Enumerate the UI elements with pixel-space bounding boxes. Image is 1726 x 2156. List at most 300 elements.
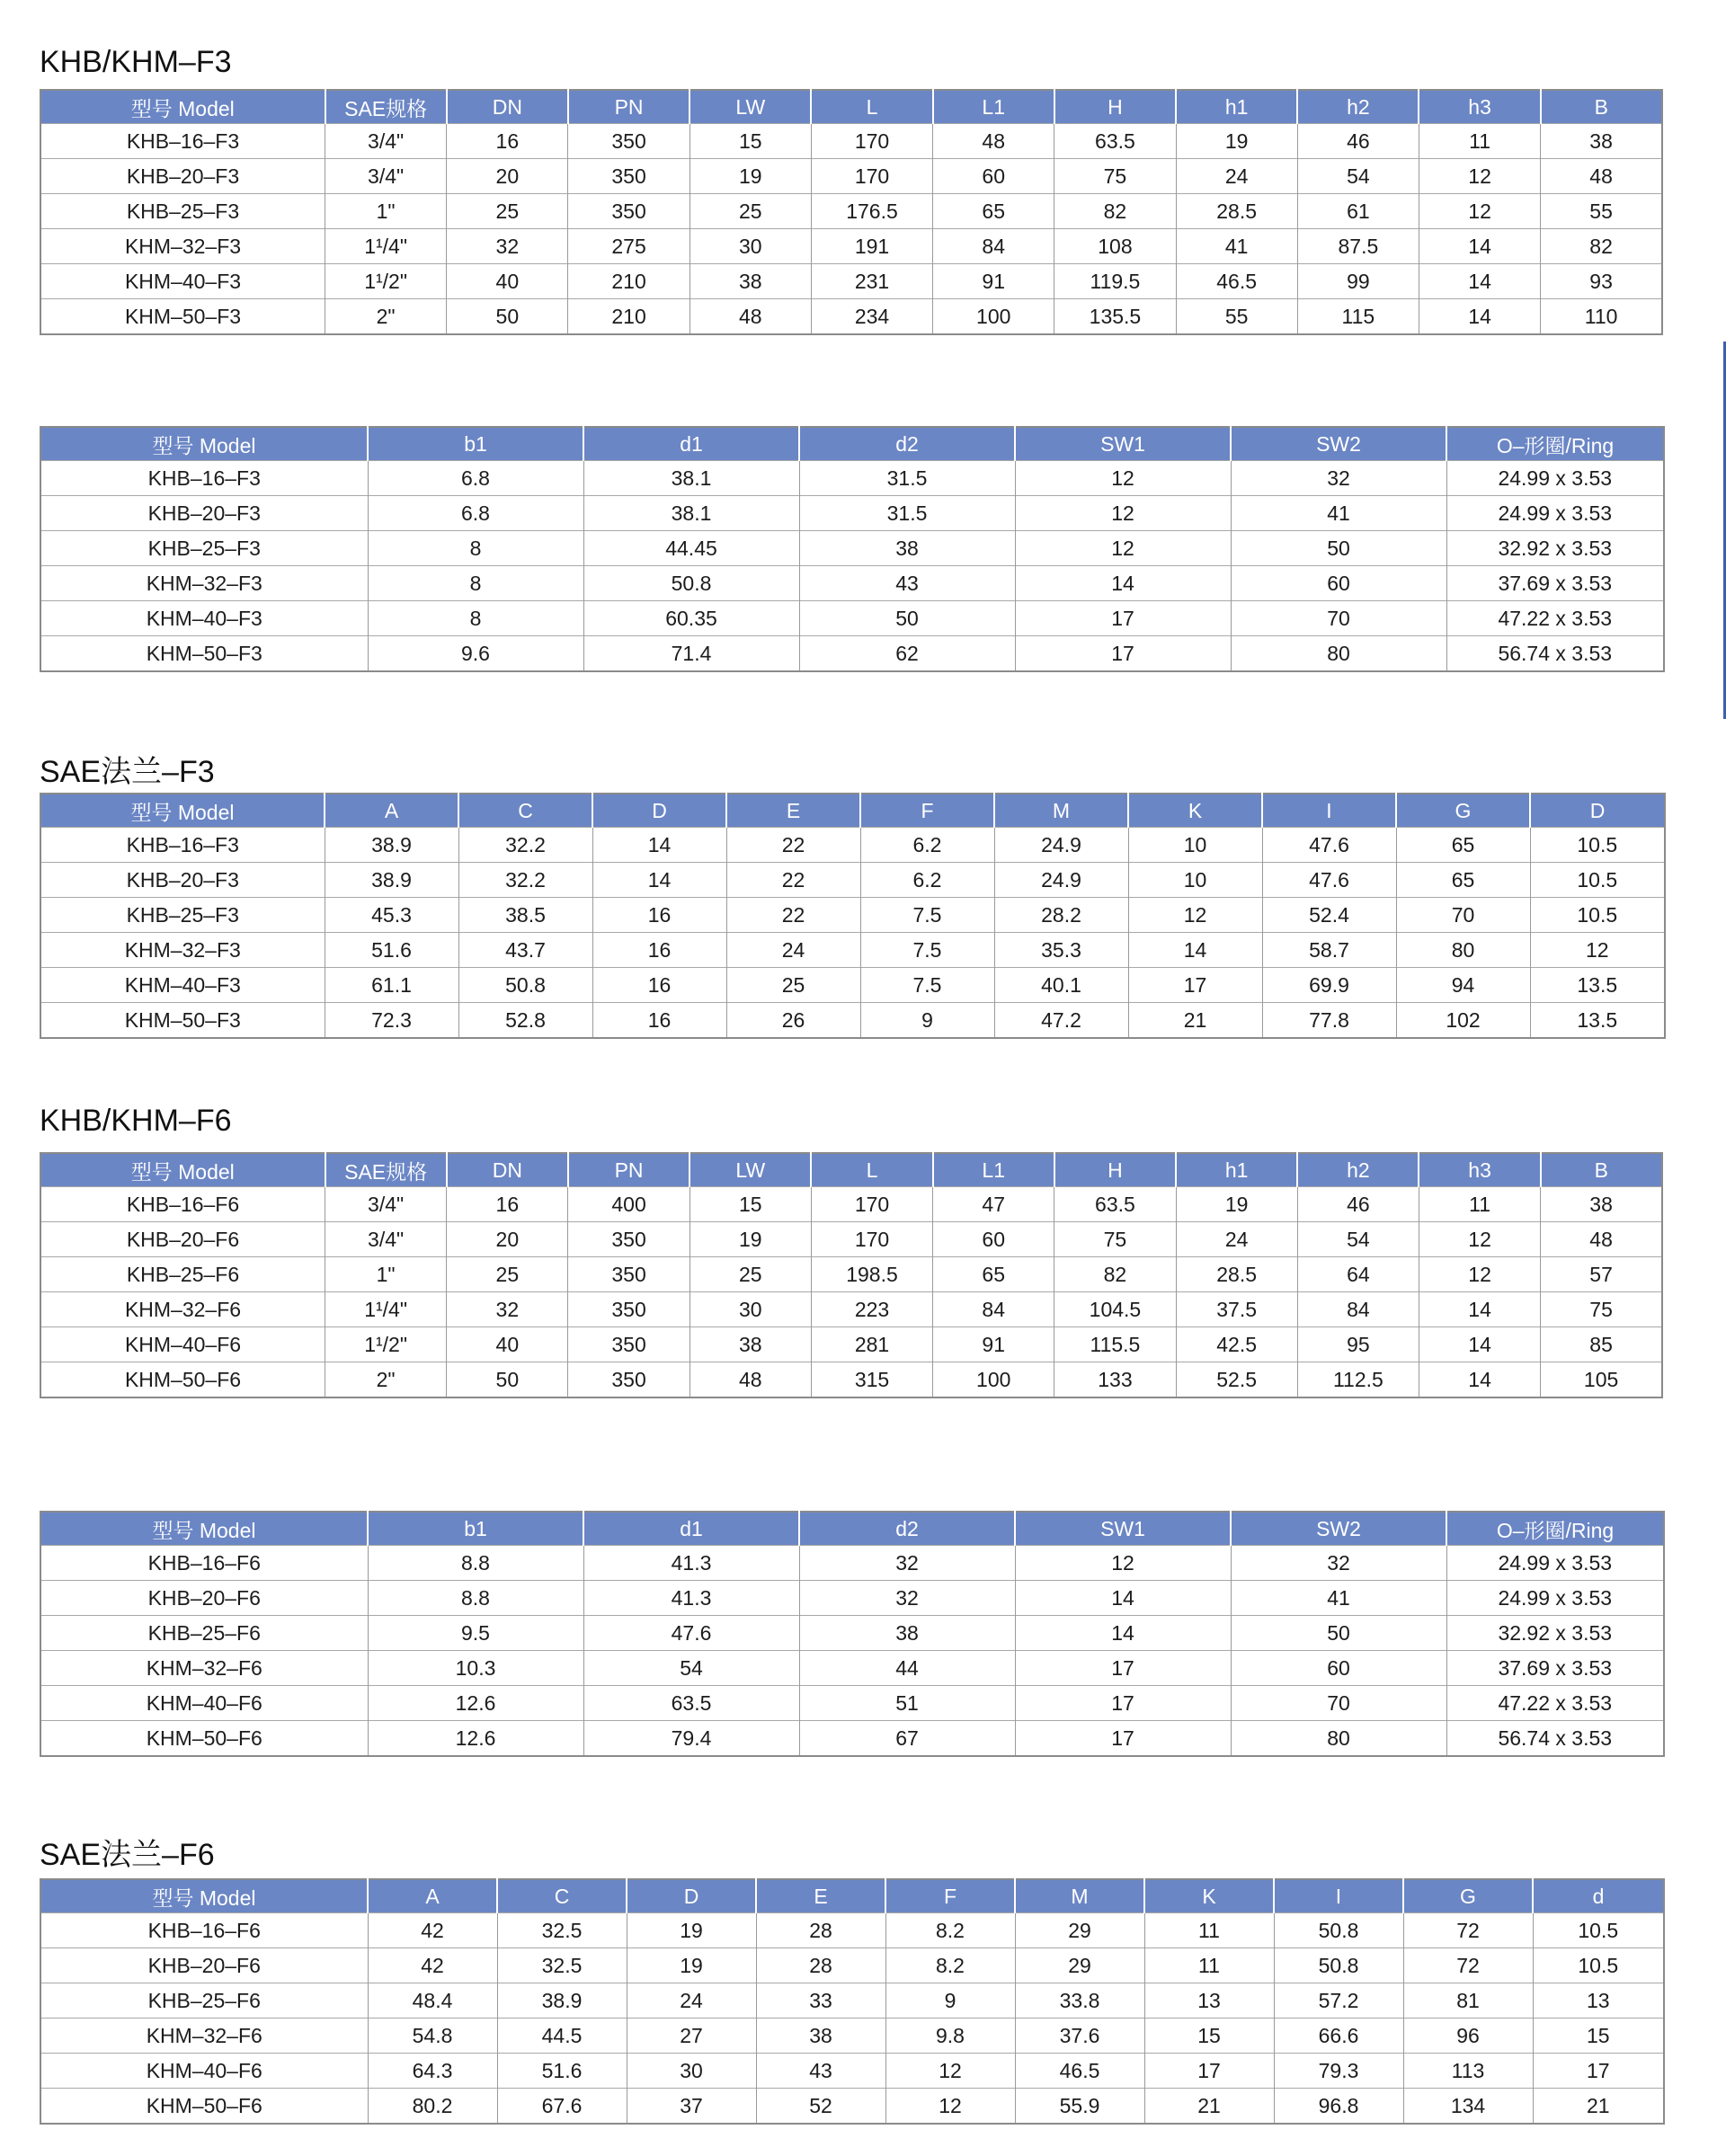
value-cell: 12 bbox=[885, 2089, 1015, 2125]
value-cell: 25 bbox=[447, 194, 568, 229]
value-cell: 32.5 bbox=[497, 1913, 627, 1948]
value-cell: 38.1 bbox=[583, 461, 799, 496]
column-header: C bbox=[497, 1879, 627, 1913]
model-cell: KHM–50–F3 bbox=[40, 1003, 325, 1039]
table-row bbox=[40, 1222, 1662, 1257]
column-header: D bbox=[592, 794, 726, 828]
value-cell: 17 bbox=[1015, 1686, 1231, 1721]
column-header: b1 bbox=[368, 1512, 583, 1546]
value-cell: 38 bbox=[1541, 1187, 1662, 1222]
value-cell: 10.5 bbox=[1533, 1948, 1664, 1983]
value-cell: 350 bbox=[568, 1222, 690, 1257]
table-row bbox=[40, 1003, 1665, 1039]
value-cell: 1¹/2" bbox=[325, 1327, 447, 1362]
model-cell: KHB–25–F6 bbox=[40, 1257, 325, 1292]
column-header: SW2 bbox=[1231, 1512, 1446, 1546]
value-cell: 50 bbox=[799, 601, 1015, 636]
model-cell: KHB–16–F3 bbox=[40, 124, 325, 159]
section-title-khb-khm-f3: KHB/KHM–F3 bbox=[40, 45, 232, 79]
value-cell: 191 bbox=[811, 229, 932, 264]
value-cell: 47 bbox=[933, 1187, 1054, 1222]
value-cell: 104.5 bbox=[1054, 1292, 1176, 1327]
value-cell: 95 bbox=[1297, 1327, 1419, 1362]
value-cell: 51.6 bbox=[497, 2054, 627, 2089]
value-cell: 24.99 x 3.53 bbox=[1446, 496, 1664, 531]
table-row bbox=[40, 968, 1665, 1003]
value-cell: 60 bbox=[933, 1222, 1054, 1257]
value-cell: 33 bbox=[756, 1983, 885, 2018]
table-row bbox=[40, 566, 1664, 601]
value-cell: 8.8 bbox=[368, 1546, 583, 1581]
table-row bbox=[40, 933, 1665, 968]
value-cell: 17 bbox=[1128, 968, 1262, 1003]
table-row bbox=[40, 461, 1664, 496]
value-cell: 52.4 bbox=[1262, 898, 1396, 933]
model-cell: KHB–20–F3 bbox=[40, 496, 368, 531]
model-cell: KHM–50–F6 bbox=[40, 1362, 325, 1398]
value-cell: 100 bbox=[933, 299, 1054, 335]
column-header: K bbox=[1144, 1879, 1274, 1913]
value-cell: 176.5 bbox=[811, 194, 932, 229]
value-cell: 63.5 bbox=[583, 1686, 799, 1721]
value-cell: 8 bbox=[368, 531, 583, 566]
value-cell: 350 bbox=[568, 1292, 690, 1327]
column-header: SAE规格 bbox=[325, 1153, 447, 1187]
column-header: H bbox=[1054, 1153, 1176, 1187]
value-cell: 82 bbox=[1541, 229, 1662, 264]
model-cell: KHM–50–F3 bbox=[40, 636, 368, 672]
table-row bbox=[40, 1616, 1664, 1651]
value-cell: 6.2 bbox=[860, 863, 994, 898]
model-cell: KHB–20–F3 bbox=[40, 863, 325, 898]
value-cell: 135.5 bbox=[1054, 299, 1176, 335]
table-row bbox=[40, 1686, 1664, 1721]
value-cell: 93 bbox=[1541, 264, 1662, 299]
column-header: K bbox=[1128, 794, 1262, 828]
column-header: I bbox=[1262, 794, 1396, 828]
value-cell: 45.3 bbox=[325, 898, 458, 933]
value-cell: 133 bbox=[1054, 1362, 1176, 1398]
table-row bbox=[40, 2018, 1664, 2054]
table-row bbox=[40, 898, 1665, 933]
column-header: LW bbox=[690, 90, 811, 124]
value-cell: 47.22 x 3.53 bbox=[1446, 601, 1664, 636]
column-header: E bbox=[756, 1879, 885, 1913]
model-cell: KHB–16–F6 bbox=[40, 1546, 368, 1581]
value-cell: 13 bbox=[1533, 1983, 1664, 2018]
value-cell: 223 bbox=[811, 1292, 932, 1327]
value-cell: 38.1 bbox=[583, 496, 799, 531]
value-cell: 77.8 bbox=[1262, 1003, 1396, 1039]
value-cell: 16 bbox=[592, 968, 726, 1003]
value-cell: 119.5 bbox=[1054, 264, 1176, 299]
value-cell: 20 bbox=[447, 1222, 568, 1257]
value-cell: 54 bbox=[583, 1651, 799, 1686]
value-cell: 9.5 bbox=[368, 1616, 583, 1651]
value-cell: 8.8 bbox=[368, 1581, 583, 1616]
model-cell: KHM–50–F3 bbox=[40, 299, 325, 335]
value-cell: 32 bbox=[799, 1546, 1015, 1581]
value-cell: 19 bbox=[690, 1222, 811, 1257]
table-khb-khm-f6-seal-dimensions bbox=[40, 1511, 1665, 1757]
value-cell: 66.6 bbox=[1274, 2018, 1403, 2054]
value-cell: 12 bbox=[1419, 1257, 1540, 1292]
value-cell: 60.35 bbox=[583, 601, 799, 636]
column-header: B bbox=[1541, 1153, 1662, 1187]
value-cell: 48 bbox=[1541, 159, 1662, 194]
value-cell: 10 bbox=[1128, 863, 1262, 898]
value-cell: 48 bbox=[1541, 1222, 1662, 1257]
value-cell: 60 bbox=[933, 159, 1054, 194]
model-cell: KHM–50–F6 bbox=[40, 1721, 368, 1757]
value-cell: 30 bbox=[690, 1292, 811, 1327]
value-cell: 2" bbox=[325, 1362, 447, 1398]
model-cell: KHM–40–F6 bbox=[40, 2054, 368, 2089]
value-cell: 6.8 bbox=[368, 496, 583, 531]
value-cell: 28 bbox=[756, 1913, 885, 1948]
value-cell: 41 bbox=[1176, 229, 1297, 264]
table-khb-khm-f3-seal-dimensions bbox=[40, 426, 1665, 672]
value-cell: 63.5 bbox=[1054, 1187, 1176, 1222]
column-header: E bbox=[726, 794, 860, 828]
value-cell: 24.99 x 3.53 bbox=[1446, 1581, 1664, 1616]
value-cell: 102 bbox=[1396, 1003, 1530, 1039]
value-cell: 1¹/4" bbox=[325, 229, 447, 264]
value-cell: 275 bbox=[568, 229, 690, 264]
value-cell: 198.5 bbox=[811, 1257, 932, 1292]
value-cell: 62 bbox=[799, 636, 1015, 672]
column-header: SW2 bbox=[1231, 427, 1446, 461]
value-cell: 60 bbox=[1231, 1651, 1446, 1686]
value-cell: 25 bbox=[447, 1257, 568, 1292]
model-cell: KHB–20–F3 bbox=[40, 159, 325, 194]
value-cell: 15 bbox=[1144, 2018, 1274, 2054]
header-row bbox=[40, 1512, 1664, 1546]
table-khb-khm-f3-dimensions bbox=[40, 89, 1663, 335]
table-row bbox=[40, 1651, 1664, 1686]
value-cell: 24.99 x 3.53 bbox=[1446, 1546, 1664, 1581]
value-cell: 170 bbox=[811, 124, 932, 159]
value-cell: 30 bbox=[627, 2054, 756, 2089]
table-row bbox=[40, 194, 1662, 229]
value-cell: 210 bbox=[568, 264, 690, 299]
column-header: h3 bbox=[1419, 90, 1540, 124]
value-cell: 87.5 bbox=[1297, 229, 1419, 264]
value-cell: 65 bbox=[1396, 828, 1530, 863]
value-cell: 50.8 bbox=[1274, 1913, 1403, 1948]
table-row bbox=[40, 636, 1664, 672]
section-title-sae-flange-f6: SAE法兰–F6 bbox=[40, 1838, 215, 1872]
value-cell: 14 bbox=[1128, 933, 1262, 968]
value-cell: 14 bbox=[1015, 1616, 1231, 1651]
value-cell: 1" bbox=[325, 194, 447, 229]
value-cell: 50 bbox=[447, 299, 568, 335]
value-cell: 99 bbox=[1297, 264, 1419, 299]
value-cell: 17 bbox=[1015, 1721, 1231, 1757]
value-cell: 21 bbox=[1144, 2089, 1274, 2125]
table-row bbox=[40, 1948, 1664, 1983]
column-header: L1 bbox=[933, 90, 1054, 124]
value-cell: 38.9 bbox=[325, 863, 458, 898]
model-cell: KHM–50–F6 bbox=[40, 2089, 368, 2125]
model-cell: KHM–40–F6 bbox=[40, 1327, 325, 1362]
value-cell: 27 bbox=[627, 2018, 756, 2054]
table-row bbox=[40, 828, 1665, 863]
value-cell: 14 bbox=[1419, 264, 1540, 299]
value-cell: 16 bbox=[447, 124, 568, 159]
value-cell: 79.4 bbox=[583, 1721, 799, 1757]
value-cell: 96.8 bbox=[1274, 2089, 1403, 2125]
value-cell: 72 bbox=[1403, 1948, 1533, 1983]
value-cell: 170 bbox=[811, 1222, 932, 1257]
value-cell: 108 bbox=[1054, 229, 1176, 264]
value-cell: 15 bbox=[690, 124, 811, 159]
value-cell: 38 bbox=[799, 531, 1015, 566]
header-row bbox=[40, 90, 1662, 124]
model-cell: KHM–40–F3 bbox=[40, 601, 368, 636]
column-header: LW bbox=[690, 1153, 811, 1187]
value-cell: 32 bbox=[1231, 1546, 1446, 1581]
value-cell: 15 bbox=[690, 1187, 811, 1222]
model-cell: KHB–25–F3 bbox=[40, 194, 325, 229]
value-cell: 6.8 bbox=[368, 461, 583, 496]
value-cell: 16 bbox=[447, 1187, 568, 1222]
model-cell: KHM–32–F3 bbox=[40, 566, 368, 601]
value-cell: 37.69 x 3.53 bbox=[1446, 1651, 1664, 1686]
table-sae-flange-f6 bbox=[40, 1878, 1665, 2125]
value-cell: 61.1 bbox=[325, 968, 458, 1003]
column-header: 型号 Model bbox=[40, 90, 325, 124]
value-cell: 9 bbox=[860, 1003, 994, 1039]
value-cell: 8 bbox=[368, 601, 583, 636]
table-row bbox=[40, 601, 1664, 636]
value-cell: 43 bbox=[799, 566, 1015, 601]
value-cell: 80.2 bbox=[368, 2089, 497, 2125]
column-header: d1 bbox=[583, 427, 799, 461]
model-cell: KHM–32–F6 bbox=[40, 2018, 368, 2054]
column-header: SW1 bbox=[1015, 427, 1231, 461]
value-cell: 80 bbox=[1396, 933, 1530, 968]
column-header: 型号 Model bbox=[40, 1879, 368, 1913]
column-header: d1 bbox=[583, 1512, 799, 1546]
value-cell: 13.5 bbox=[1530, 968, 1665, 1003]
value-cell: 31.5 bbox=[799, 461, 1015, 496]
value-cell: 72.3 bbox=[325, 1003, 458, 1039]
table-row bbox=[40, 159, 1662, 194]
table-sae-flange-f3 bbox=[40, 793, 1666, 1039]
value-cell: 51.6 bbox=[325, 933, 458, 968]
value-cell: 7.5 bbox=[860, 968, 994, 1003]
model-cell: KHB–20–F6 bbox=[40, 1581, 368, 1616]
value-cell: 41 bbox=[1231, 496, 1446, 531]
value-cell: 46.5 bbox=[1015, 2054, 1144, 2089]
value-cell: 14 bbox=[1015, 566, 1231, 601]
value-cell: 10.3 bbox=[368, 1651, 583, 1686]
value-cell: 38 bbox=[756, 2018, 885, 2054]
value-cell: 8.2 bbox=[885, 1913, 1015, 1948]
column-header: M bbox=[994, 794, 1128, 828]
column-header: b1 bbox=[368, 427, 583, 461]
value-cell: 38.9 bbox=[497, 1983, 627, 2018]
value-cell: 65 bbox=[1396, 863, 1530, 898]
value-cell: 32.2 bbox=[458, 863, 592, 898]
value-cell: 19 bbox=[690, 159, 811, 194]
value-cell: 38 bbox=[690, 264, 811, 299]
value-cell: 17 bbox=[1144, 2054, 1274, 2089]
value-cell: 75 bbox=[1054, 159, 1176, 194]
column-header: PN bbox=[568, 1153, 690, 1187]
value-cell: 350 bbox=[568, 1257, 690, 1292]
value-cell: 12 bbox=[1015, 531, 1231, 566]
value-cell: 80 bbox=[1231, 1721, 1446, 1757]
value-cell: 12 bbox=[1419, 1222, 1540, 1257]
value-cell: 14 bbox=[1419, 229, 1540, 264]
value-cell: 3/4" bbox=[325, 159, 447, 194]
value-cell: 17 bbox=[1015, 601, 1231, 636]
value-cell: 110 bbox=[1541, 299, 1662, 335]
value-cell: 25 bbox=[690, 194, 811, 229]
value-cell: 60 bbox=[1231, 566, 1446, 601]
header-row bbox=[40, 1879, 1664, 1913]
column-header: I bbox=[1274, 1879, 1403, 1913]
value-cell: 105 bbox=[1541, 1362, 1662, 1398]
value-cell: 64 bbox=[1297, 1257, 1419, 1292]
value-cell: 47.22 x 3.53 bbox=[1446, 1686, 1664, 1721]
value-cell: 24 bbox=[726, 933, 860, 968]
value-cell: 234 bbox=[811, 299, 932, 335]
value-cell: 25 bbox=[690, 1257, 811, 1292]
value-cell: 210 bbox=[568, 299, 690, 335]
column-header: h3 bbox=[1419, 1153, 1540, 1187]
value-cell: 46 bbox=[1297, 1187, 1419, 1222]
value-cell: 32.92 x 3.53 bbox=[1446, 531, 1664, 566]
value-cell: 315 bbox=[811, 1362, 932, 1398]
column-header: h1 bbox=[1176, 90, 1297, 124]
value-cell: 7.5 bbox=[860, 933, 994, 968]
value-cell: 28.2 bbox=[994, 898, 1128, 933]
column-header: d bbox=[1533, 1879, 1664, 1913]
value-cell: 37 bbox=[627, 2089, 756, 2125]
value-cell: 350 bbox=[568, 1327, 690, 1362]
value-cell: 12 bbox=[1419, 159, 1540, 194]
value-cell: 52.5 bbox=[1176, 1362, 1297, 1398]
value-cell: 55 bbox=[1176, 299, 1297, 335]
value-cell: 24.9 bbox=[994, 863, 1128, 898]
value-cell: 20 bbox=[447, 159, 568, 194]
value-cell: 281 bbox=[811, 1327, 932, 1362]
value-cell: 13.5 bbox=[1530, 1003, 1665, 1039]
value-cell: 10.5 bbox=[1530, 863, 1665, 898]
table-row bbox=[40, 1187, 1662, 1222]
value-cell: 22 bbox=[726, 863, 860, 898]
model-cell: KHB–20–F6 bbox=[40, 1948, 368, 1983]
value-cell: 55 bbox=[1541, 194, 1662, 229]
value-cell: 24 bbox=[1176, 1222, 1297, 1257]
value-cell: 11 bbox=[1419, 124, 1540, 159]
value-cell: 42 bbox=[368, 1913, 497, 1948]
model-cell: KHB–25–F6 bbox=[40, 1616, 368, 1651]
column-header: O–形圈/Ring bbox=[1446, 427, 1664, 461]
table-khb-khm-f6-dimensions bbox=[40, 1152, 1663, 1398]
column-header: PN bbox=[568, 90, 690, 124]
value-cell: 28.5 bbox=[1176, 194, 1297, 229]
value-cell: 12 bbox=[1419, 194, 1540, 229]
table-row bbox=[40, 1362, 1662, 1398]
header-row bbox=[40, 1153, 1662, 1187]
value-cell: 80 bbox=[1231, 636, 1446, 672]
value-cell: 55.9 bbox=[1015, 2089, 1144, 2125]
column-header: h1 bbox=[1176, 1153, 1297, 1187]
column-header: 型号 Model bbox=[40, 1153, 325, 1187]
value-cell: 350 bbox=[568, 1362, 690, 1398]
value-cell: 37.69 x 3.53 bbox=[1446, 566, 1664, 601]
value-cell: 32 bbox=[447, 229, 568, 264]
model-cell: KHB–16–F3 bbox=[40, 828, 325, 863]
value-cell: 1¹/4" bbox=[325, 1292, 447, 1327]
value-cell: 350 bbox=[568, 194, 690, 229]
value-cell: 8.2 bbox=[885, 1948, 1015, 1983]
table-row bbox=[40, 531, 1664, 566]
value-cell: 50 bbox=[447, 1362, 568, 1398]
column-header: L bbox=[811, 90, 932, 124]
value-cell: 70 bbox=[1396, 898, 1530, 933]
value-cell: 48 bbox=[933, 124, 1054, 159]
column-header: d2 bbox=[799, 1512, 1015, 1546]
value-cell: 33.8 bbox=[1015, 1983, 1144, 2018]
table-row bbox=[40, 863, 1665, 898]
value-cell: 42 bbox=[368, 1948, 497, 1983]
value-cell: 44.5 bbox=[497, 2018, 627, 2054]
value-cell: 91 bbox=[933, 1327, 1054, 1362]
value-cell: 96 bbox=[1403, 2018, 1533, 2054]
value-cell: 112.5 bbox=[1297, 1362, 1419, 1398]
column-header: h2 bbox=[1297, 1153, 1419, 1187]
value-cell: 91 bbox=[933, 264, 1054, 299]
value-cell: 11 bbox=[1419, 1187, 1540, 1222]
value-cell: 24.99 x 3.53 bbox=[1446, 461, 1664, 496]
column-header: L bbox=[811, 1153, 932, 1187]
value-cell: 57 bbox=[1541, 1257, 1662, 1292]
value-cell: 38 bbox=[1541, 124, 1662, 159]
value-cell: 17 bbox=[1015, 636, 1231, 672]
value-cell: 65 bbox=[933, 1257, 1054, 1292]
value-cell: 19 bbox=[627, 1913, 756, 1948]
value-cell: 7.5 bbox=[860, 898, 994, 933]
column-header: F bbox=[860, 794, 994, 828]
model-cell: KHB–20–F6 bbox=[40, 1222, 325, 1257]
value-cell: 25 bbox=[726, 968, 860, 1003]
value-cell: 79.3 bbox=[1274, 2054, 1403, 2089]
value-cell: 12 bbox=[1015, 1546, 1231, 1581]
value-cell: 41 bbox=[1231, 1581, 1446, 1616]
value-cell: 12.6 bbox=[368, 1721, 583, 1757]
value-cell: 38.5 bbox=[458, 898, 592, 933]
column-header: D bbox=[627, 1879, 756, 1913]
value-cell: 16 bbox=[592, 933, 726, 968]
value-cell: 48.4 bbox=[368, 1983, 497, 2018]
value-cell: 61 bbox=[1297, 194, 1419, 229]
value-cell: 40 bbox=[447, 1327, 568, 1362]
column-header: 型号 Model bbox=[40, 1512, 368, 1546]
value-cell: 28 bbox=[756, 1948, 885, 1983]
value-cell: 14 bbox=[1419, 299, 1540, 335]
section-title-sae-flange-f3: SAE法兰–F3 bbox=[40, 755, 215, 789]
value-cell: 48 bbox=[690, 1362, 811, 1398]
value-cell: 32.5 bbox=[497, 1948, 627, 1983]
value-cell: 48 bbox=[690, 299, 811, 335]
value-cell: 14 bbox=[592, 863, 726, 898]
value-cell: 3/4" bbox=[325, 124, 447, 159]
